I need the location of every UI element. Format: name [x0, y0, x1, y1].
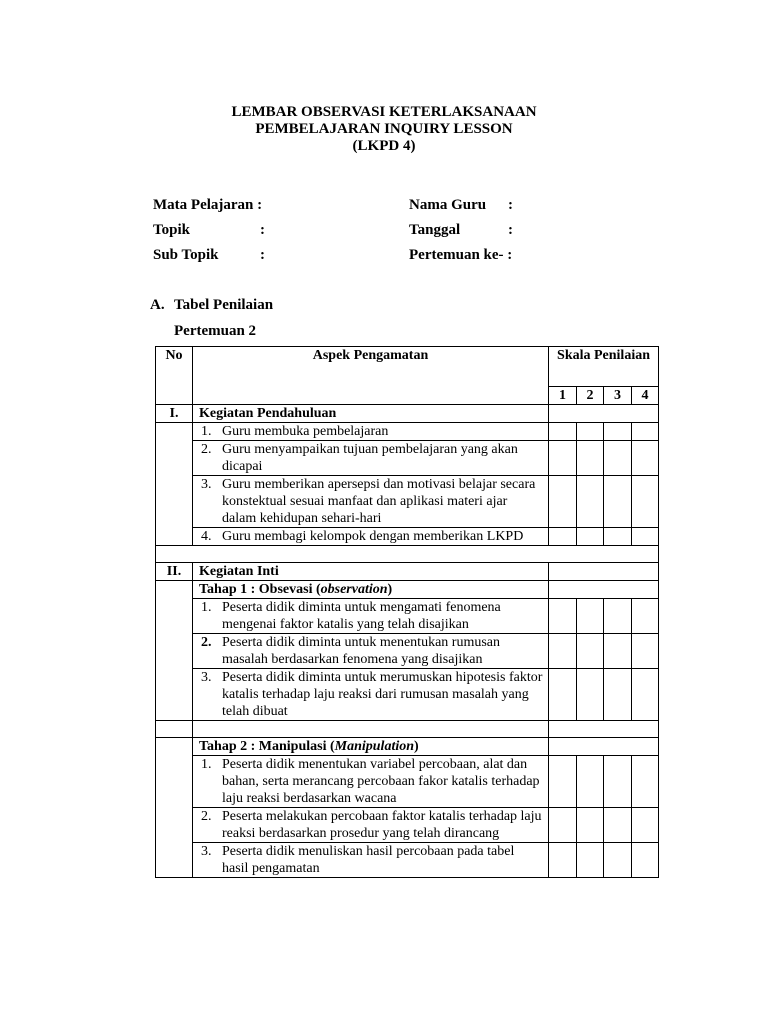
document-title-line-3: (LKPD 4)	[352, 138, 416, 154]
part2-number: II.	[156, 563, 193, 581]
score-cell[interactable]	[632, 669, 659, 721]
score-cell[interactable]	[632, 476, 659, 528]
section-subheading: Pertemuan 2	[174, 323, 257, 339]
observation-table	[155, 346, 659, 878]
score-cell[interactable]	[604, 441, 632, 476]
part2-score-blank	[549, 563, 659, 581]
topik-label: Topik	[153, 222, 190, 238]
score-cell[interactable]	[577, 476, 604, 528]
stage1-title: Tahap 1 : Obsevasi (observation)	[193, 581, 549, 599]
table-row	[156, 669, 659, 721]
score-cell[interactable]	[632, 599, 659, 634]
section-heading: Tabel Penilaian	[174, 297, 274, 313]
item-text: Peserta didik diminta untuk menentukan rumusan masalah berdasarkan fenomena yang disajikan	[222, 635, 501, 667]
score-cell[interactable]	[604, 843, 632, 878]
spacer-row	[156, 721, 659, 738]
item-number: 3.	[201, 670, 212, 685]
document-title-line-2: PEMBELAJARAN INQUIRY LESSON	[255, 121, 513, 137]
scale-3: 3	[604, 387, 632, 405]
score-cell[interactable]	[604, 808, 632, 843]
tanggal-label: Tanggal	[409, 222, 461, 238]
score-cell[interactable]	[577, 441, 604, 476]
item-text: Peserta melakukan percobaan faktor katalis terhadap laju reaksi berdasarkan prosedur yang telah dirancang	[222, 809, 542, 841]
item-text: Peserta didik menentukan variabel percobaan, alat dan bahan, serta merancang percobaan fakor katalis terhadap laju reaksi berdasarkan wacana	[222, 757, 540, 806]
item-number: 2.	[201, 635, 212, 650]
scale-4: 4	[632, 387, 659, 405]
score-cell[interactable]	[604, 634, 632, 669]
stage2-no-spacer	[156, 738, 193, 878]
part1-score-blank	[549, 405, 659, 423]
part1-number: I.	[156, 405, 193, 423]
stage1-no-spacer	[156, 581, 193, 721]
tanggal-colon: :	[508, 222, 513, 238]
score-cell[interactable]	[632, 441, 659, 476]
item-number: 1.	[201, 600, 212, 615]
score-cell[interactable]	[549, 599, 577, 634]
sub-topik-label: Sub Topik	[153, 247, 219, 263]
nama-guru-label: Nama Guru	[409, 197, 487, 213]
part1-no-spacer	[156, 423, 193, 546]
score-cell[interactable]	[549, 476, 577, 528]
score-cell[interactable]	[604, 756, 632, 808]
stage2-score-blank	[549, 738, 659, 756]
item-text: Peserta didik menuliskan hasil percobaan pada tabel hasil pengamatan	[222, 844, 515, 876]
item-text: Peserta didik diminta untuk merumuskan hipotesis faktor katalis terhadap laju reaksi dari rumusan masalah yang telah dibuat	[222, 670, 543, 719]
header-skala: Skala Penilaian	[549, 347, 659, 387]
score-cell[interactable]	[549, 634, 577, 669]
header-no: No	[156, 347, 193, 405]
item-number: 2.	[201, 809, 212, 824]
table-row	[156, 634, 659, 669]
score-cell[interactable]	[549, 528, 577, 546]
item-number: 1.	[201, 757, 212, 772]
table-row	[156, 441, 659, 476]
topik-colon: :	[260, 222, 265, 238]
spacer-row	[156, 546, 659, 563]
item-text: Peserta didik diminta untuk mengamati fenomena mengenai faktor katalis yang telah disajikan	[222, 600, 501, 632]
table-row	[156, 843, 659, 878]
score-cell[interactable]	[632, 423, 659, 441]
table-row	[156, 476, 659, 528]
stage2-title: Tahap 2 : Manipulasi (Manipulation)	[193, 738, 549, 756]
score-cell[interactable]	[604, 476, 632, 528]
score-cell[interactable]	[549, 756, 577, 808]
nama-guru-colon: :	[508, 197, 513, 213]
item-number: 4.	[201, 529, 212, 544]
item-number: 3.	[201, 477, 212, 492]
score-cell[interactable]	[632, 528, 659, 546]
score-cell[interactable]	[632, 756, 659, 808]
item-text: Guru membuka pembelajaran	[222, 424, 389, 439]
score-cell[interactable]	[577, 843, 604, 878]
part2-title: Kegiatan Inti	[193, 563, 549, 581]
score-cell[interactable]	[604, 599, 632, 634]
table-row	[156, 808, 659, 843]
scale-1: 1	[549, 387, 577, 405]
item-text: Guru membagi kelompok dengan memberikan LKPD	[222, 529, 524, 544]
sub-topik-colon: :	[260, 247, 265, 263]
score-cell[interactable]	[577, 423, 604, 441]
score-cell[interactable]	[604, 528, 632, 546]
score-cell[interactable]	[549, 808, 577, 843]
score-cell[interactable]	[577, 669, 604, 721]
score-cell[interactable]	[549, 669, 577, 721]
item-text: Guru memberikan apersepsi dan motivasi belajar secara konstektual sesuai manfaat dan aplikasi materi ajar dalam kehidupan sehari-hari	[222, 477, 536, 526]
score-cell[interactable]	[577, 756, 604, 808]
section-marker: A.	[150, 297, 165, 313]
score-cell[interactable]	[577, 528, 604, 546]
table-row	[156, 599, 659, 634]
pertemuan-label: Pertemuan ke- :	[409, 247, 513, 263]
score-cell[interactable]	[549, 423, 577, 441]
item-text: Guru menyampaikan tujuan pembelajaran yang akan dicapai	[222, 442, 518, 474]
scale-2: 2	[577, 387, 604, 405]
score-cell[interactable]	[577, 599, 604, 634]
score-cell[interactable]	[577, 634, 604, 669]
table-row	[156, 528, 659, 546]
table-row	[156, 423, 659, 441]
document-title-line-1: LEMBAR OBSERVASI KETERLAKSANAAN	[231, 104, 537, 120]
item-number: 1.	[201, 424, 212, 439]
score-cell[interactable]	[549, 843, 577, 878]
score-cell[interactable]	[549, 441, 577, 476]
header-aspek: Aspek Pengamatan	[193, 347, 549, 405]
part1-title: Kegiatan Pendahuluan	[193, 405, 549, 423]
item-number: 2.	[201, 442, 212, 457]
score-cell[interactable]	[577, 808, 604, 843]
mata-pelajaran-label: Mata Pelajaran :	[153, 197, 263, 213]
stage1-score-blank	[549, 581, 659, 599]
table-row	[156, 756, 659, 808]
score-cell[interactable]	[632, 808, 659, 843]
score-cell[interactable]	[604, 423, 632, 441]
score-cell[interactable]	[632, 634, 659, 669]
score-cell[interactable]	[632, 843, 659, 878]
item-number: 3.	[201, 844, 212, 859]
score-cell[interactable]	[604, 669, 632, 721]
